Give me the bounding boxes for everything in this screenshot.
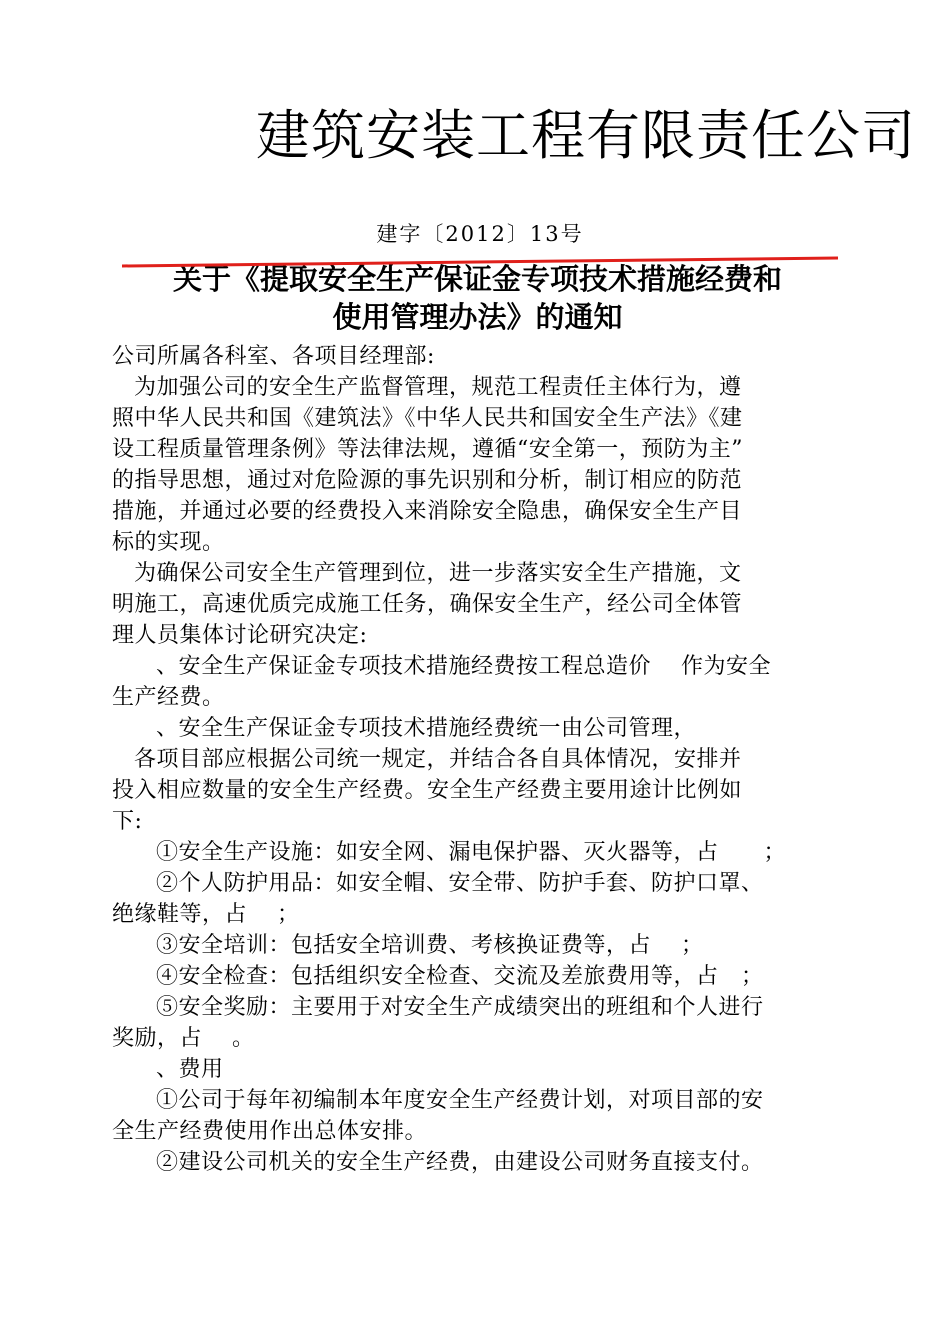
body-line: 下:	[112, 809, 143, 834]
body-line: 投入相应数量的安全生产经费。安全生产经费主要用途计比例如	[112, 778, 743, 803]
body-line: 、安全生产保证金专项技术措施经费统一由公司管理，	[156, 716, 697, 741]
body-line: 标的实现。	[112, 530, 225, 555]
company-name-header: 建筑安装工程有限责任公司	[256, 104, 916, 167]
body-line: 设工程质量管理条例》等法律法规，遵循“安全第一，预防为主”	[112, 437, 743, 462]
body-line: ③安全培训：包括安全培训费、考核换证费等，占 ；	[156, 933, 704, 958]
body-line: 的指导思想，通过对危险源的事先识别和分析，制订相应的防范	[112, 468, 743, 493]
body-line: ⑤安全奖励：主要用于对安全生产成绩突出的班组和个人进行	[156, 995, 764, 1020]
body-line: 照中华人民共和国《建筑法》《中华人民共和国安全生产法》《建	[112, 406, 743, 431]
body-line: ①公司于每年初编制本年度安全生产经费计划，对项目部的安	[156, 1088, 764, 1113]
body-line: 、费用	[156, 1057, 224, 1082]
body-line: 理人员集体讨论研究决定:	[112, 623, 368, 648]
body-line: 为加强公司的安全生产监督管理，规范工程责任主体行为，遵	[134, 375, 742, 400]
body-line: ①安全生产设施：如安全网、漏电保护器、灭火器等，占 ；	[156, 840, 787, 865]
body-line: 生产经费。	[112, 685, 225, 710]
body-line: ②个人防护用品：如安全帽、安全带、防护手套、防护口罩、	[156, 871, 764, 896]
notice-body	[112, 341, 850, 1178]
body-line: 公司所属各科室、各项目经理部:	[112, 344, 435, 369]
body-line: 奖励，占 。	[112, 1026, 255, 1051]
body-line: ②建设公司机关的安全生产经费，由建设公司财务直接支付。	[156, 1150, 764, 1175]
body-line: ④安全检查：包括组织安全检查、交流及差旅费用等，占 ；	[156, 964, 764, 989]
document-number: 建字〔2012〕13号	[376, 222, 584, 246]
body-line: 全生产经费使用作出总体安排。	[112, 1119, 428, 1144]
body-line: 为确保公司安全生产管理到位，进一步落实安全生产措施，文	[134, 561, 742, 586]
body-line: 、安全生产保证金专项技术措施经费按工程总造价 作为安全	[156, 654, 771, 679]
body-line: 明施工，高速优质完成施工任务，确保安全生产，经公司全体管	[112, 592, 743, 617]
body-line: 措施，并通过必要的经费投入来消除安全隐患，确保安全生产目	[112, 499, 743, 524]
body-line: 各项目部应根据公司统一规定，并结合各自具体情况，安排并	[134, 747, 742, 772]
red-header-rule	[122, 250, 838, 302]
body-line: 绝缘鞋等，占 ；	[112, 902, 300, 927]
notice-title-line-2: 使用管理办法》的通知	[332, 300, 623, 334]
notice-title-line-1: 关于《提取安全生产保证金专项技术措施经费和	[172, 262, 782, 296]
